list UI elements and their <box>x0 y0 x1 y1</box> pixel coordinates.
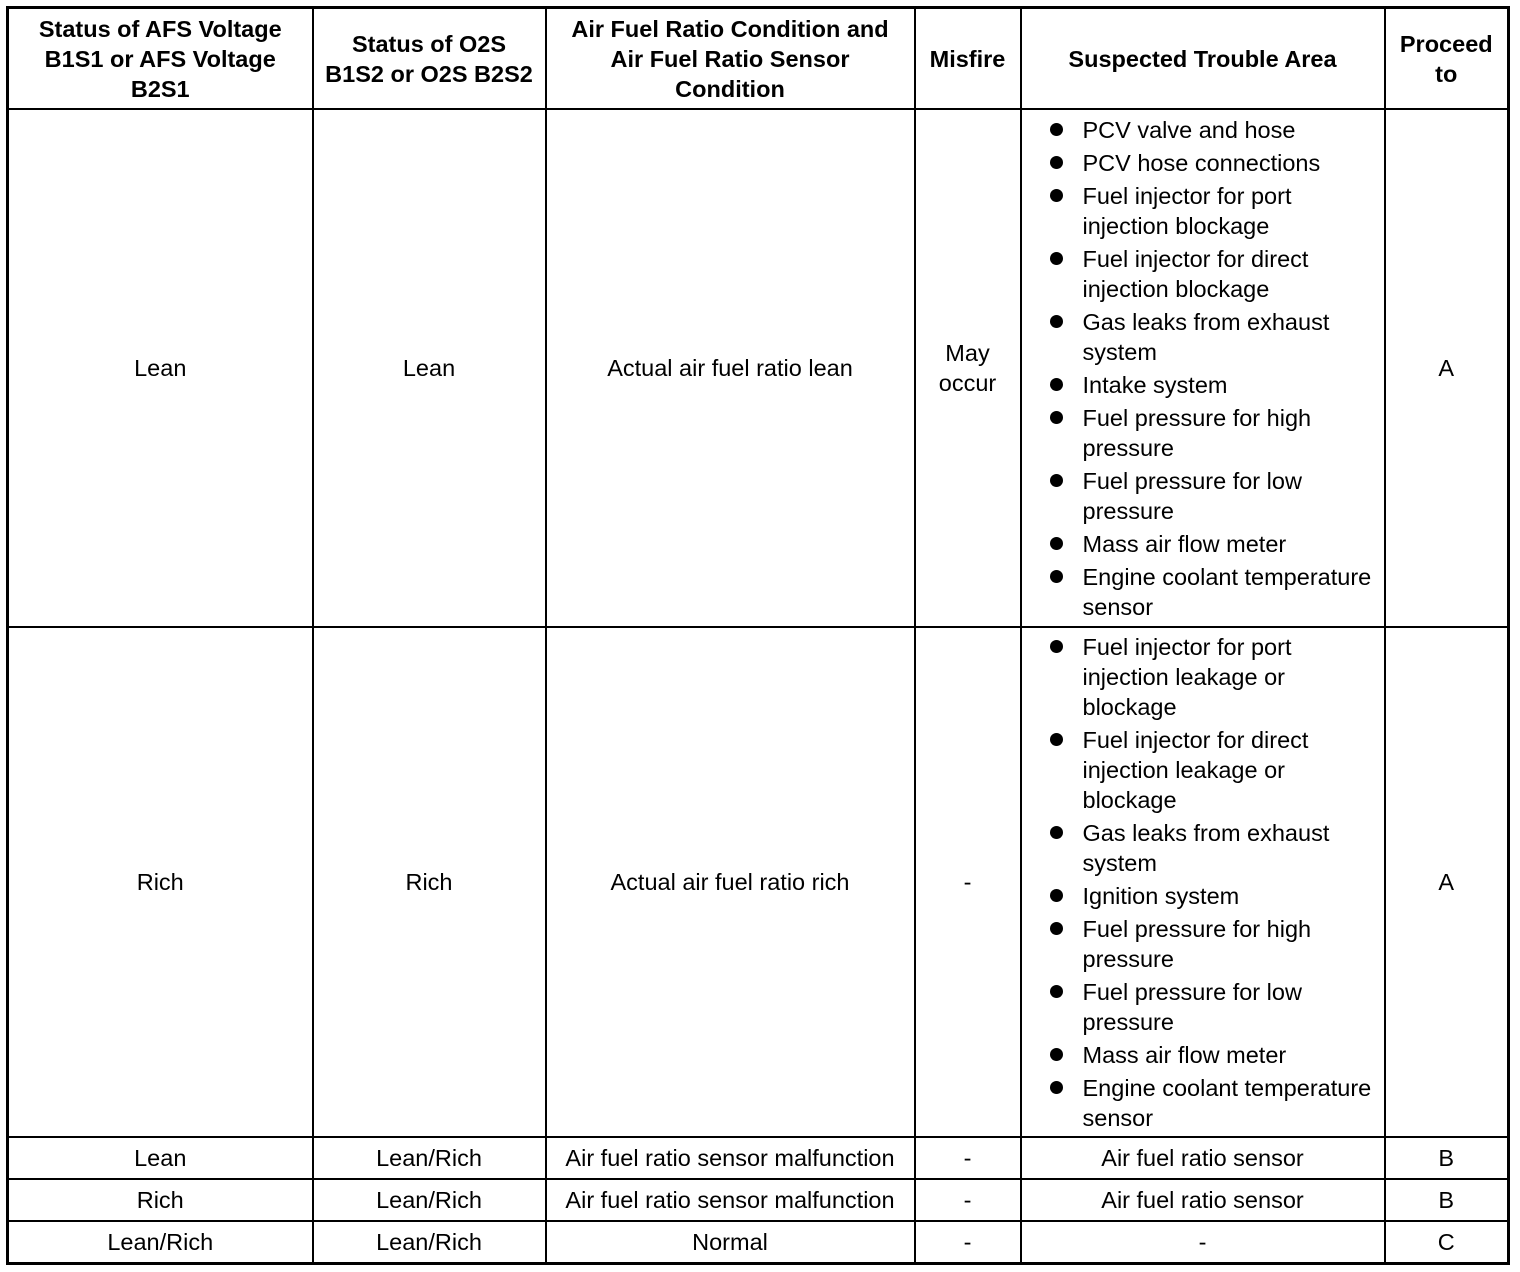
table-row <box>8 1137 1509 1179</box>
header-row <box>8 8 1509 110</box>
list-item: Fuel injector for direct injection blockage <box>1048 244 1378 304</box>
table-row <box>8 1221 1509 1264</box>
list-item: Engine coolant temperature sensor <box>1048 562 1378 622</box>
misfire-cell <box>915 109 1021 627</box>
bullet-icon <box>1050 378 1063 391</box>
bullet-icon <box>1050 315 1063 328</box>
header-suspected-area: Suspected Trouble Area <box>1021 8 1385 110</box>
bullet-icon <box>1050 537 1063 550</box>
list-item: Fuel pressure for high pressure <box>1048 914 1378 974</box>
bullet-icon <box>1050 922 1063 935</box>
list-item: Gas leaks from exhaust system <box>1048 818 1378 878</box>
condition-cell: Air fuel ratio sensor malfunction <box>546 1137 915 1179</box>
table-row <box>8 1179 1509 1221</box>
list-item: Gas leaks from exhaust system <box>1048 307 1378 367</box>
bullet-icon <box>1050 640 1063 653</box>
suspected-area-cell: Air fuel ratio sensor <box>1021 1137 1385 1179</box>
table-row <box>8 627 1509 1137</box>
afs-status-cell: Lean/Rich <box>8 1221 313 1264</box>
header-o2s-status: Status of O2S B1S2 or O2S B2S2 <box>313 8 546 110</box>
bullet-icon <box>1050 156 1063 169</box>
list-item: Ignition system <box>1048 881 1378 911</box>
bullet-icon <box>1050 826 1063 839</box>
afs-status-cell: Lean <box>8 1137 313 1179</box>
proceed-to-cell: C <box>1385 1221 1509 1264</box>
bullet-icon <box>1050 1048 1063 1061</box>
bullet-icon <box>1050 733 1063 746</box>
o2s-status-cell: Lean/Rich <box>313 1179 546 1221</box>
proceed-to-cell: B <box>1385 1137 1509 1179</box>
o2s-status-cell: Rich <box>313 627 546 1137</box>
afs-status-cell: Rich <box>8 1179 313 1221</box>
condition-cell: Normal <box>546 1221 915 1264</box>
list-item: Fuel injector for port injection leakage or blockage <box>1048 632 1378 722</box>
header-condition: Air Fuel Ratio Condition and Air Fuel Ratio Sensor Condition <box>546 8 915 110</box>
bullet-icon <box>1050 189 1063 202</box>
bullet-icon <box>1050 1081 1063 1094</box>
proceed-to-cell: A <box>1385 627 1509 1137</box>
list-item: Intake system <box>1048 370 1378 400</box>
list-item: Fuel pressure for low pressure <box>1048 466 1378 526</box>
suspected-area-list <box>1028 115 1378 622</box>
suspected-area-cell: - <box>1021 1221 1385 1264</box>
suspected-area-list <box>1028 632 1378 1133</box>
list-item: Mass air flow meter <box>1048 1040 1378 1070</box>
list-item: Mass air flow meter <box>1048 529 1378 559</box>
o2s-status-cell: Lean <box>313 109 546 627</box>
list-item: Fuel pressure for low pressure <box>1048 977 1378 1037</box>
trouble-diagnosis-table <box>6 6 1510 1265</box>
list-item: Fuel injector for direct injection leakage or blockage <box>1048 725 1378 815</box>
list-item: PCV hose connections <box>1048 148 1378 178</box>
suspected-area-cell <box>1021 109 1385 627</box>
bullet-icon <box>1050 474 1063 487</box>
bullet-icon <box>1050 889 1063 902</box>
afs-status-cell: Rich <box>8 627 313 1137</box>
misfire-cell: - <box>915 627 1021 1137</box>
bullet-icon <box>1050 123 1063 136</box>
afs-status-cell: Lean <box>8 109 313 627</box>
condition-cell: Actual air fuel ratio lean <box>546 109 915 627</box>
header-misfire: Misfire <box>915 8 1021 110</box>
header-afs-status: Status of AFS Voltage B1S1 or AFS Voltage B2S1 <box>8 8 313 110</box>
proceed-to-cell: A <box>1385 109 1509 627</box>
condition-cell: Actual air fuel ratio rich <box>546 627 915 1137</box>
list-item: Engine coolant temperature sensor <box>1048 1073 1378 1133</box>
header-proceed-to: Proceed to <box>1385 8 1509 110</box>
table-row <box>8 109 1509 627</box>
proceed-to-cell: B <box>1385 1179 1509 1221</box>
condition-cell: Air fuel ratio sensor malfunction <box>546 1179 915 1221</box>
misfire-cell: - <box>915 1137 1021 1179</box>
list-item: Fuel pressure for high pressure <box>1048 403 1378 463</box>
suspected-area-cell <box>1021 627 1385 1137</box>
bullet-icon <box>1050 252 1063 265</box>
bullet-icon <box>1050 985 1063 998</box>
bullet-icon <box>1050 570 1063 583</box>
misfire-text: May occur <box>938 340 997 396</box>
bullet-icon <box>1050 411 1063 424</box>
misfire-cell: - <box>915 1179 1021 1221</box>
o2s-status-cell: Lean/Rich <box>313 1137 546 1179</box>
list-item: PCV valve and hose <box>1048 115 1378 145</box>
suspected-area-cell: Air fuel ratio sensor <box>1021 1179 1385 1221</box>
misfire-cell: - <box>915 1221 1021 1264</box>
o2s-status-cell: Lean/Rich <box>313 1221 546 1264</box>
list-item: Fuel injector for port injection blockage <box>1048 181 1378 241</box>
